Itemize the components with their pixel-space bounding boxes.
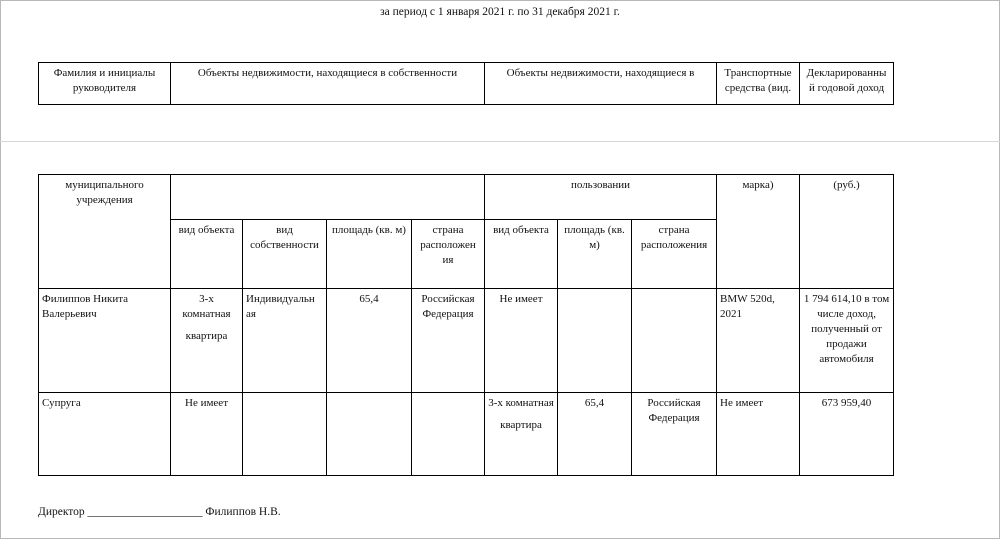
page-break xyxy=(0,141,1000,142)
header-owned: Объекты недвижимости, находящиеся в собственности xyxy=(171,63,485,105)
row-used-country: Российская Федерация xyxy=(632,393,717,476)
row-used-area xyxy=(558,289,632,393)
header-cont-used: пользовании xyxy=(485,175,717,220)
row-income: 1 794 614,10 в том числе доход, полученный от продажи автомобиля xyxy=(800,289,894,393)
row-owned-country: Российская Федерация xyxy=(412,289,485,393)
signature-line: Директор ____________________ Филиппов Н.В. xyxy=(38,506,281,518)
row-used-type-a: 3-х комнатная xyxy=(488,397,554,409)
header-cont-row xyxy=(39,175,894,220)
period-line: за период с 1 января 2021 г. по 31 декабря 2021 г. xyxy=(380,6,620,18)
row-owned-area xyxy=(327,393,412,476)
sub-owned-area: площадь (кв. м) xyxy=(327,220,412,289)
header-table xyxy=(38,62,894,105)
row-transport: Не имеет xyxy=(717,393,800,476)
row-used-type xyxy=(485,393,558,476)
row-name: Филиппов Никита Валерьевич xyxy=(39,289,171,393)
sub-owned-ownership: вид собственности xyxy=(243,220,327,289)
header-cont-transport: марка) xyxy=(717,175,800,289)
row-owned-type xyxy=(171,289,243,393)
row-owned-type-a: 3-х комнатная xyxy=(182,293,231,320)
row-used-area: 65,4 xyxy=(558,393,632,476)
row-income: 673 959,40 xyxy=(800,393,894,476)
row-owned-type-b: квартира xyxy=(185,330,228,342)
table-row xyxy=(39,393,894,476)
header-used: Объекты недвижимости, находящиеся в xyxy=(485,63,717,105)
header-income: Декларированны й годовой доход xyxy=(800,63,894,105)
sub-used-type: вид объекта xyxy=(485,220,558,289)
row-used-type: Не имеет xyxy=(485,289,558,393)
header-cont-name: муниципального учреждения xyxy=(39,175,171,289)
row-owned-ownership: Индивидуальн ая xyxy=(243,289,327,393)
row-owned-ownership xyxy=(243,393,327,476)
declaration-table xyxy=(38,174,894,476)
header-cont-owned xyxy=(171,175,485,220)
row-used-country xyxy=(632,289,717,393)
header-cont-income: (руб.) xyxy=(800,175,894,289)
sub-owned-country: страна расположен ия xyxy=(412,220,485,289)
row-transport: BMW 520d, 2021 xyxy=(717,289,800,393)
row-used-type-b: квартира xyxy=(500,419,542,431)
header-name: Фамилия и инициалы руководителя xyxy=(39,63,171,105)
header-row xyxy=(39,63,894,105)
sub-owned-type: вид объекта xyxy=(171,220,243,289)
row-name: Супруга xyxy=(39,393,171,476)
header-transport: Транспортные средства (вид. xyxy=(717,63,800,105)
sub-used-area: площадь (кв. м) xyxy=(558,220,632,289)
row-owned-type: Не имеет xyxy=(171,393,243,476)
sub-used-country: страна расположения xyxy=(632,220,717,289)
row-owned-area: 65,4 xyxy=(327,289,412,393)
row-owned-country xyxy=(412,393,485,476)
table-row xyxy=(39,289,894,393)
